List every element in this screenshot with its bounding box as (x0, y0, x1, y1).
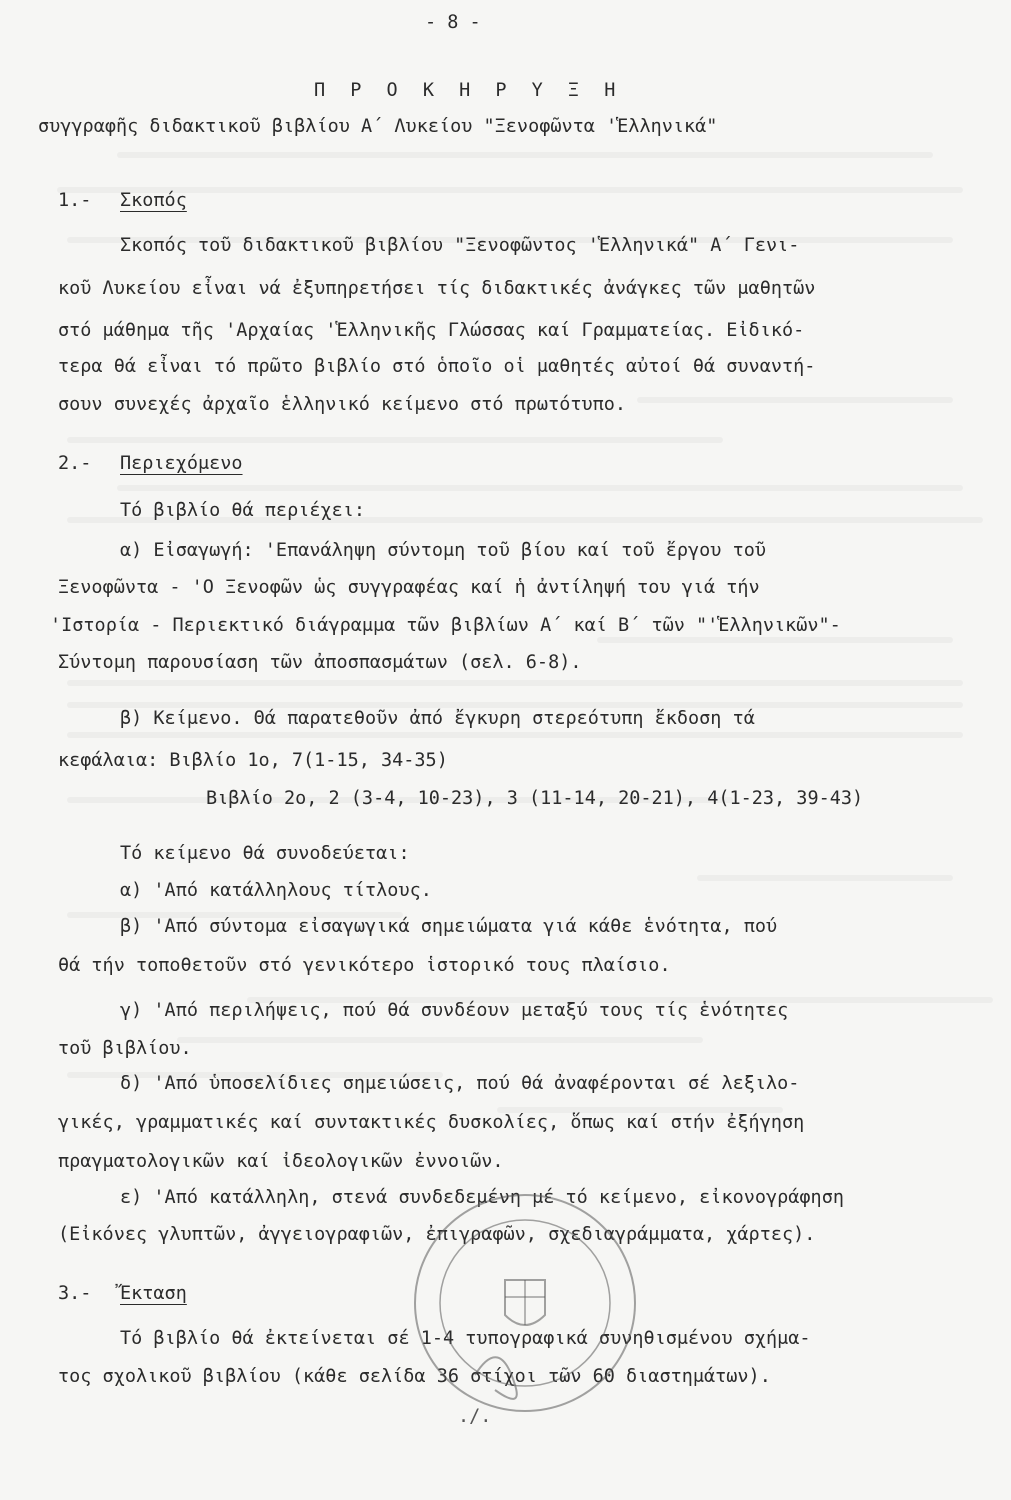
section-1-line: κοῦ Λυκείου εἶναι νά ἐξυπηρετήσει τίς διδακτικές ἀνάγκες τῶν μαθητῶν (58, 278, 816, 299)
page-number: - 8 - (425, 12, 481, 33)
section-1-number: 1.- (58, 190, 92, 211)
section-3-line: τος σχολικοῦ βιβλίου (κάθε σελίδα 36 στίχοι τῶν 60 διαστημάτων). (58, 1366, 771, 1387)
section-1-line: τερα θά εἶναι τό πρῶτο βιβλίο στό ὁποῖο οἱ μαθητές αὐτοί θά συναντή- (58, 356, 816, 377)
section-2-line: β) Κείμενο. Θά παρατεθοῦν ἀπό ἔγκυρη στερεότυπη ἔκδοση τά (120, 708, 755, 729)
section-2-line: θά τήν τοποθετοῦν στό γενικότερο ἱστορικό τους πλαίσιο. (58, 955, 671, 976)
section-2-line: Τό κείμενο θά συνοδεύεται: (120, 843, 410, 864)
section-2-line: δ) 'Από ὑποσελίδιες σημειώσεις, πού θά ἀναφέρονται σέ λεξιλο- (120, 1073, 800, 1094)
section-2-line: Σύντομη παρουσίαση τῶν ἀποσπασμάτων (σελ. 6-8). (58, 652, 582, 673)
document-title: Π Ρ Ο Κ Η Ρ Υ Ξ Η (314, 80, 623, 101)
section-3-line: Τό βιβλίο θά ἐκτείνεται σέ 1-4 τυπογραφικά συνηθισμένου σχήμα- (120, 1328, 811, 1349)
section-2-line: γικές, γραμματικές καί συντακτικές δυσκολίες, ὅπως καί στήν ἐξήγηση (58, 1112, 805, 1133)
section-2-line: α) 'Από κατάλληλους τίτλους. (120, 880, 432, 901)
section-2-line: Ξενοφῶντα - 'Ο Ξενοφῶν ὡς συγγραφέας καί ἡ ἀντίληψή του γιά τήν (58, 577, 760, 598)
section-1-line: στό μάθημα τῆς 'Αρχαίας 'Ἑλληνικῆς Γλώσσας καί Γραμματείας. Εἰδικό- (58, 320, 805, 341)
section-2-heading: Περιεχόμενο (120, 453, 243, 474)
section-3-number: 3.- (58, 1283, 92, 1304)
section-2-line: γ) 'Από περιλήψεις, πού θά συνδέουν μεταξύ τους τίς ἑνότητες (120, 1000, 789, 1021)
section-2-line: κεφάλαια: Βιβλίο 1ο, 7(1-15, 34-35) (58, 750, 448, 771)
section-2-line: τοῦ βιβλίου. (58, 1038, 192, 1059)
section-2-line: (Εἰκόνες γλυπτῶν, ἀγγειογραφιῶν, ἐπιγραφῶν, σχεδιαγράμματα, χάρτες). (58, 1224, 816, 1245)
section-1-heading: Σκοπός (120, 190, 187, 211)
section-1-line: Σκοπός τοῦ διδακτικοῦ βιβλίου "Ξενοφῶντος 'Ἑλληνικά" Α΄ Γενι- (120, 235, 800, 256)
official-seal (405, 1185, 645, 1420)
section-2-number: 2.- (58, 453, 92, 474)
section-2-line: 'Ιστορία - Περιεκτικό διάγραμμα τῶν βιβλίων Α΄ καί Β΄ τῶν "'Ἑλληνικῶν"- (50, 615, 841, 636)
section-2-line: ε) 'Από κατάλληλη, στενά συνδεδεμένη μέ τό κείμενο, εἰκονογράφηση (120, 1187, 844, 1208)
section-2-line: α) Εἰσαγωγή: 'Επανάληψη σύντομη τοῦ βίου καί τοῦ ἔργου τοῦ (120, 540, 767, 561)
section-2-line: Βιβλίο 2ο, 2 (3-4, 10-23), 3 (11-14, 20-21), 4(1-23, 39-43) (206, 788, 864, 809)
section-2-line: πραγματολογικῶν καί ἰδεολογικῶν ἐννοιῶν. (58, 1151, 504, 1172)
section-3-heading: Ἔκταση (120, 1283, 187, 1304)
section-1-line: σουν συνεχές ἀρχαῖο ἑλληνικό κείμενο στό πρωτότυπο. (58, 394, 627, 415)
signature-mark: ./. (458, 1406, 492, 1427)
section-2-line: Τό βιβλίο θά περιέχει: (120, 500, 366, 521)
document-subtitle: συγγραφῆς διδακτικοῦ βιβλίου Α΄ Λυκείου "Ξενοφῶντα 'Ἑλληνικά" (38, 116, 718, 137)
section-2-line: β) 'Από σύντομα εἰσαγωγικά σημειώματα γιά κάθε ἑνότητα, πού (120, 916, 778, 937)
